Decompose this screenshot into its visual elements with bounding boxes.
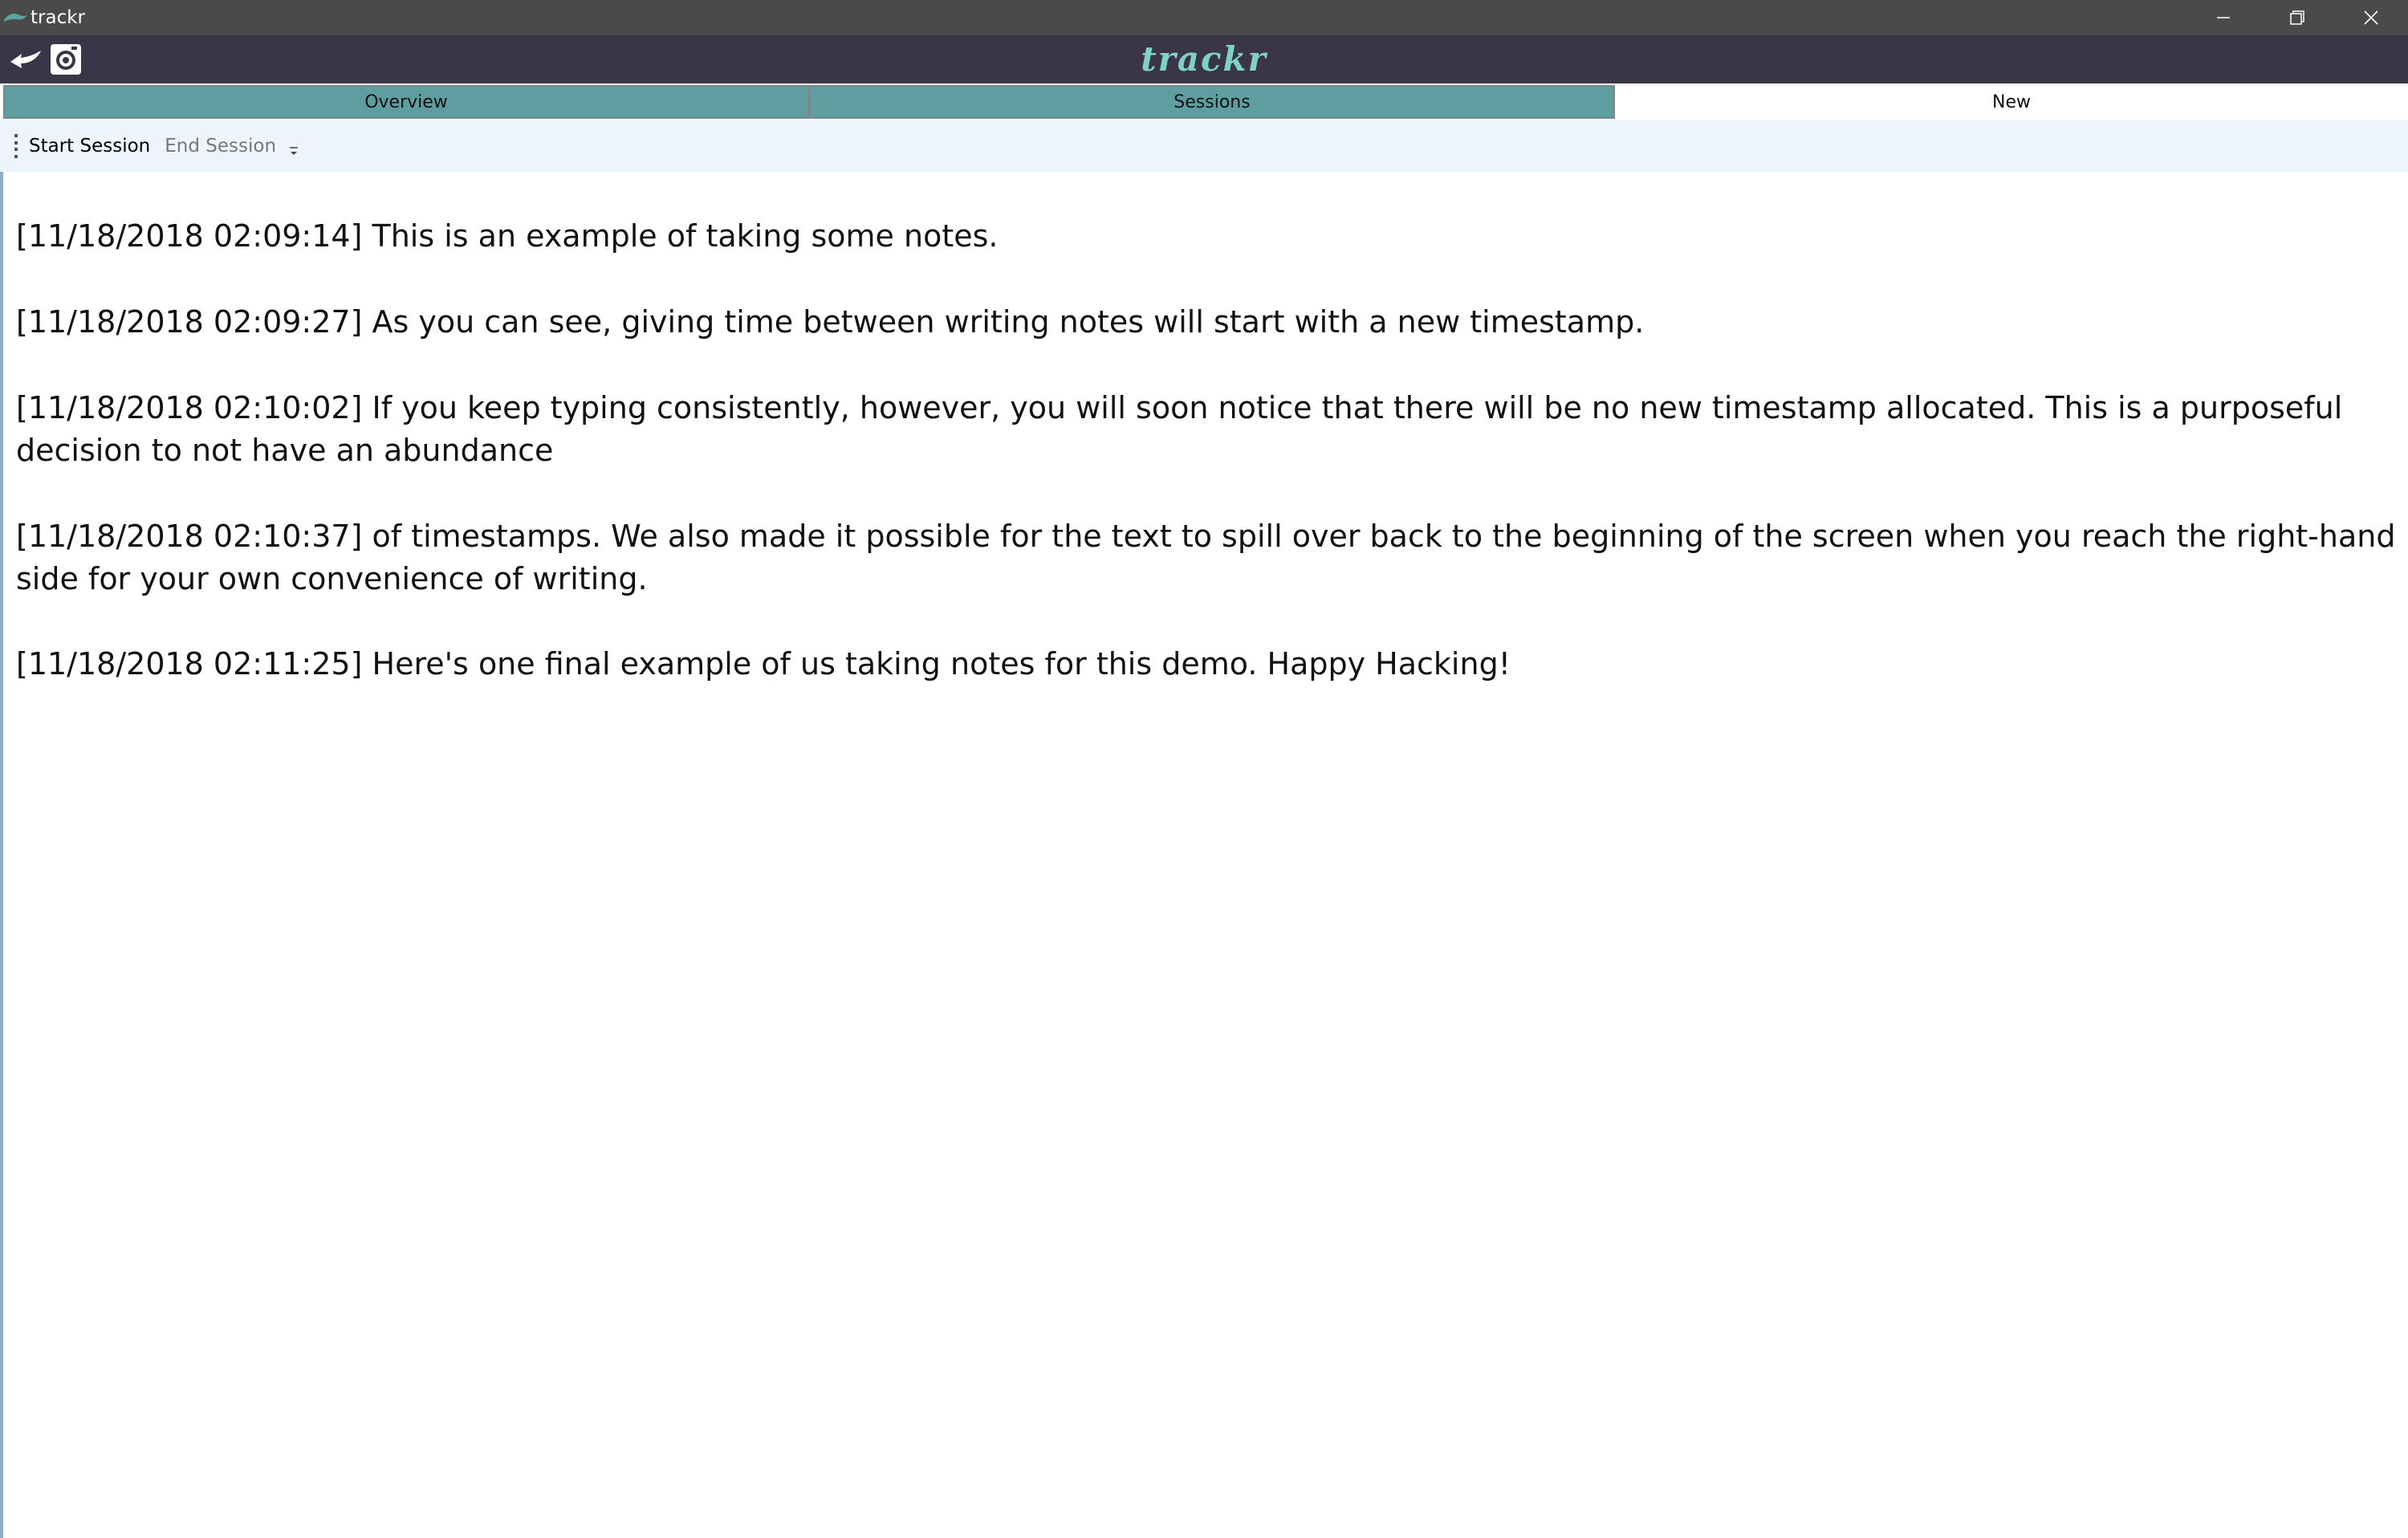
back-arrow-icon xyxy=(9,47,43,71)
chevron-down-icon xyxy=(288,145,299,158)
note-entry: [11/18/2018 02:11:25] Here's one final example of us taking notes for this demo. Happy Hacking! xyxy=(16,646,1511,682)
tab-bar xyxy=(0,83,2408,120)
screenshot-button[interactable] xyxy=(48,42,83,77)
camera-icon xyxy=(49,43,83,76)
back-button[interactable] xyxy=(8,43,43,75)
tab-new[interactable]: New xyxy=(1615,85,2408,119)
start-session-button[interactable]: Start Session xyxy=(29,136,151,157)
note-entry: [11/18/2018 02:10:37] of timestamps. We also made it possible for the text to spill over back to the beginning of the screen when you reach the right-hand side for your own convenience of writing. xyxy=(16,519,2396,596)
restore-button[interactable] xyxy=(2260,0,2334,35)
toolbar-grip-icon[interactable] xyxy=(14,134,19,158)
restore-icon xyxy=(2288,9,2306,26)
note-entry: [11/18/2018 02:10:02] If you keep typing consistently, however, you will soon notice that there will be no new timestamp allocated. This is a purposeful decision to not have an abundance xyxy=(16,390,2343,468)
note-entry: [11/18/2018 02:09:27] As you can see, giving time between writing notes will start with a new timestamp. xyxy=(16,304,1645,340)
session-toolbar xyxy=(0,120,2408,172)
window-controls xyxy=(2186,0,2408,35)
minimize-icon xyxy=(2215,10,2231,26)
notes-editor[interactable] xyxy=(0,172,2408,1538)
end-session-button[interactable]: End Session xyxy=(165,136,277,157)
close-icon xyxy=(2362,9,2380,26)
window-titlebar xyxy=(0,0,2408,35)
trackr-app-icon xyxy=(2,0,29,35)
note-entry: [11/18/2018 02:09:14] This is an example of taking some notes. xyxy=(16,218,999,254)
app-header xyxy=(0,35,2408,83)
minimize-button[interactable] xyxy=(2186,0,2260,35)
close-button[interactable] xyxy=(2334,0,2408,35)
brand-logo: trackr xyxy=(1141,39,1267,79)
toolbar-overflow-button[interactable] xyxy=(287,144,300,160)
window-title: trackr xyxy=(31,7,85,28)
tab-overview[interactable]: Overview xyxy=(3,85,809,119)
tab-sessions[interactable]: Sessions xyxy=(809,85,1615,119)
